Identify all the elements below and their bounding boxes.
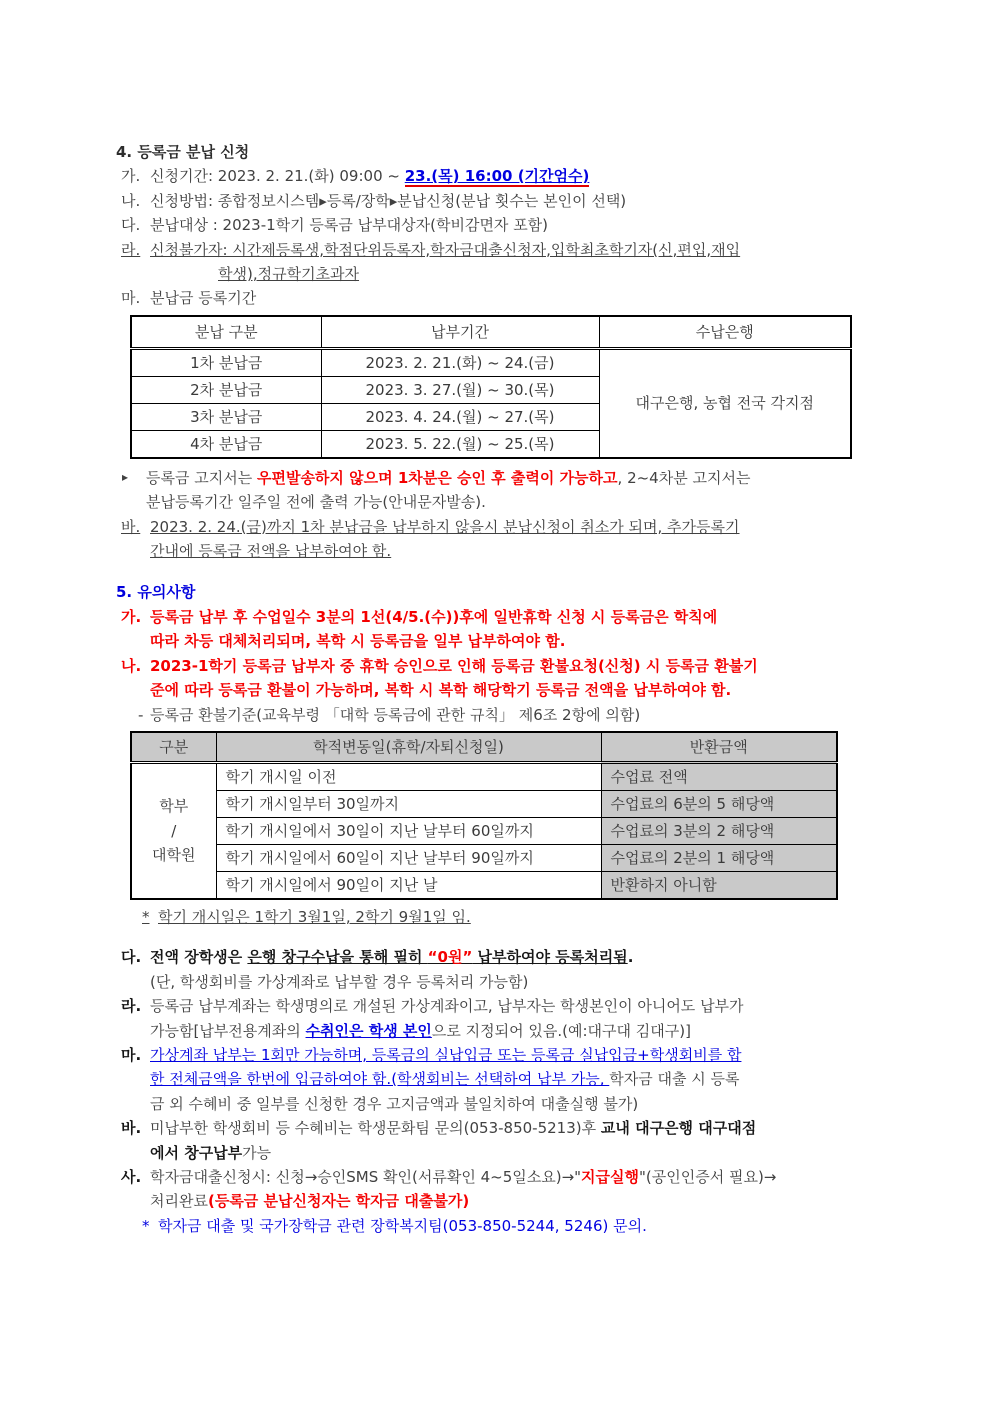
cell-change-date: 학기 개시일에서 60일이 지난 날부터 90일까지 (216, 844, 601, 871)
zero-won-emphasis: “0원” (427, 948, 473, 967)
list-marker: 바. (121, 517, 141, 536)
leave-rule-line2: 따라 차등 대체처리되며, 복학 시 등록금을 일부 납부하여야 함. (150, 632, 566, 651)
table-row (131, 348, 851, 376)
cell-change-date: 학기 개시일 이전 (216, 762, 601, 790)
table-header-row (131, 732, 837, 763)
cell-bank: 대구은행, 농협 전국 각지점 (599, 348, 851, 458)
cancellation-line2: 간내에 등록금 전액을 납부하여야 함. (150, 542, 392, 561)
spacer (116, 929, 888, 945)
item-eligible (116, 213, 888, 237)
bill-notice-pre: 등록금 고지서는 (146, 468, 257, 487)
category-line: 대학원 (152, 846, 196, 865)
student-loan-line1-pre: 학자금대출신청시: 신청→승인SMS 확인(서류확인 4~5일소요)→" (150, 1167, 582, 1186)
cell-installment-period: 2023. 4. 24.(월) ~ 27.(목) (321, 403, 599, 430)
item-student-loan-cont (116, 1189, 888, 1213)
virtual-account-line2-post: 으로 지정되어 있음.(예:대구대 김대구)] (431, 1021, 691, 1040)
refund-criteria-table (130, 731, 838, 900)
cell-refund-amount: 수업료 전액 (601, 762, 837, 790)
item-virtual-account-cont (116, 1019, 888, 1043)
unpaid-fees-line1-pre: 미납부한 학생회비 등 수혜비는 학생문화팀 문의(053-850-5213)후 (150, 1119, 601, 1138)
single-deposit-line1: 가상계좌 납부는 1회만 가능하며, 등록금의 실납입금 또는 등록금 실납입금+학생회비를 합 (150, 1045, 742, 1064)
unpaid-fees-line1-bold: 교내 대구은행 대구대점 (600, 1119, 757, 1138)
item-not-allowed (116, 238, 888, 262)
single-deposit-line2-post: 학자금 대출 시 등록 (609, 1070, 740, 1089)
item-unpaid-fees (116, 1116, 888, 1140)
list-marker: 가. (121, 167, 141, 186)
cell-installment-label: 1차 분납금 (131, 348, 321, 376)
cell-installment-period: 2023. 5. 22.(월) ~ 25.(목) (321, 430, 599, 458)
item-cancellation-cont (116, 539, 888, 563)
header-bank: 수납은행 (599, 316, 851, 349)
cell-refund-amount: 수업료의 6분의 5 해당액 (601, 790, 837, 817)
list-marker: 다. (121, 948, 142, 967)
table-row (131, 844, 837, 871)
list-marker: 다. (121, 216, 141, 235)
student-loan-line2-pre: 처리완료 (150, 1192, 208, 1211)
eligible-text: 분납대상 : 2023-1학기 등록금 납부대상자(학비감면자 포함) (150, 216, 549, 235)
application-method-text: 신청방법: 종합정보시스템▸등록/장학▸분납신청(분납 횟수는 본인이 선택) (150, 191, 627, 210)
cell-installment-period: 2023. 2. 21.(화) ~ 24.(금) (321, 348, 599, 376)
item-single-deposit-cont1 (116, 1067, 888, 1091)
dash-marker: - (138, 705, 144, 724)
full-scholarship-sub-text: (단, 학생회비를 가상계좌로 납부할 경우 등록처리 가능함) (150, 972, 529, 991)
header-refund-amount: 반환금액 (601, 732, 837, 763)
full-scholarship-u2: 납부하여야 등록처리됨 (472, 948, 628, 967)
virtual-account-line2-pre: 가능함[납부전용계좌의 (150, 1021, 306, 1040)
list-marker: 나. (121, 191, 141, 210)
item-virtual-account (116, 994, 888, 1018)
full-scholarship-underlined (247, 948, 627, 966)
asterisk-marker: * (142, 1216, 150, 1235)
semester-start-note-text: 학기 개시일은 1학기 3월1일, 2학기 9월1일 임. (158, 907, 471, 926)
list-marker: 가. (121, 607, 142, 626)
item-cancellation (116, 515, 888, 539)
category-line: 학부 (159, 797, 189, 816)
list-marker: 바. (121, 1119, 142, 1138)
item-refund-rule-cont (116, 678, 888, 702)
cell-category-group (131, 762, 216, 899)
header-payment-period: 납부기간 (321, 316, 599, 349)
item-single-deposit-cont2 (116, 1092, 888, 1116)
not-allowed-line1: 신청불가자: 시간제등록생,학점단위등록자,학자금대출신청자,입학최초학기자(신,편입,재입 (150, 240, 741, 259)
item-student-loan (116, 1165, 888, 1189)
list-marker: 마. (121, 289, 141, 308)
application-deadline: 23.(목) 16:00 (기간엄수) (404, 167, 590, 186)
cell-refund-amount: 수업료의 3분의 2 해당액 (601, 817, 837, 844)
not-allowed-line2: 학생),정규학기초과자 (218, 265, 360, 284)
bullet-triangle-icon: ▸ (122, 469, 129, 484)
full-scholarship-post: . (627, 948, 634, 967)
bill-notice-post: , 2~4차분 고지서는 (617, 468, 751, 487)
loan-execution-emphasis: 지급실행 (581, 1167, 639, 1186)
cell-installment-period: 2023. 3. 27.(월) ~ 30.(목) (321, 376, 599, 403)
header-installment-type: 분납 구분 (131, 316, 321, 349)
item-semester-start-note (116, 905, 888, 929)
item-bill-notice-cont (116, 490, 888, 514)
cell-installment-label: 2차 분납금 (131, 376, 321, 403)
student-loan-line1-mid: "(공인인증서 필요)→ (639, 1167, 777, 1186)
single-deposit-line2-blue: 한 전체금액을 한번에 입금하여야 함.(학생회비는 선택하여 납부 가능, (150, 1070, 610, 1089)
cell-change-date: 학기 개시일에서 30일이 지난 날부터 60일까지 (216, 817, 601, 844)
item-loan-contact-note (116, 1214, 888, 1238)
unpaid-fees-line2-bold: 에서 창구납부 (150, 1143, 243, 1162)
item-leave-rule (116, 605, 888, 629)
cell-refund-amount: 반환하지 아니함 (601, 871, 837, 899)
installment-schedule-table (130, 315, 852, 459)
cell-installment-label: 3차 분납금 (131, 403, 321, 430)
list-marker: 나. (121, 656, 142, 675)
item-unpaid-fees-cont (116, 1141, 888, 1165)
table-header-row (131, 316, 851, 349)
payee-emphasis: 수취인은 학생 본인 (305, 1021, 432, 1040)
loan-restriction-emphasis: (등록금 분납신청자는 학자금 대출불가) (207, 1192, 470, 1211)
virtual-account-line1: 등록금 납부계좌는 학생명의로 개설된 가상계좌이고, 납부자는 학생본인이 아니어도 납부가 (150, 997, 744, 1016)
cell-change-date: 학기 개시일에서 90일이 지난 날 (216, 871, 601, 899)
item-full-scholarship (116, 945, 888, 969)
item-refund-rule (116, 654, 888, 678)
single-deposit-line3: 금 외 수혜비 중 일부를 신청한 경우 고지금액과 불일치하여 대출실행 불가) (150, 1094, 639, 1113)
list-marker: 라. (121, 240, 141, 259)
category-line: / (171, 821, 177, 840)
item-application-method (116, 189, 888, 213)
header-category: 구분 (131, 732, 216, 763)
section4-heading: 4. 등록금 분납 신청 (116, 143, 250, 161)
full-scholarship-u1: 은행 창구수납을 통해 필히 (247, 948, 428, 967)
list-marker: 사. (121, 1167, 142, 1186)
table-row (131, 790, 837, 817)
item-full-scholarship-sub (116, 970, 888, 994)
table-row (131, 762, 837, 790)
asterisk-marker: * (142, 907, 150, 926)
refund-reference-text: 등록금 환불기준(교육부령 「대학 등록금에 관한 규칙」 제6조 2항에 의함) (150, 705, 641, 724)
cell-refund-amount: 수업료의 2분의 1 해당액 (601, 844, 837, 871)
table-row (131, 817, 837, 844)
item-installment-period (116, 286, 888, 310)
leave-rule-line1: 등록금 납부 후 수업일수 3분의 1선(4/5.(수))후에 일반휴학 신청 시 등록금은 학칙에 (150, 607, 718, 626)
bill-notice-emphasis: 우편발송하지 않으며 1차분은 승인 후 출력이 가능하고 (256, 468, 618, 487)
header-change-date: 학적변동일(휴학/자퇴신청일) (216, 732, 601, 763)
refund-rule-line1: 2023-1학기 등록금 납부자 중 휴학 승인으로 인해 등록금 환불요청(신청) 시 등록금 환불기 (150, 656, 758, 675)
loan-contact-note-text: 학자금 대출 및 국가장학금 관련 장학복지팀(053-850-5244, 5246) 문의. (158, 1216, 647, 1235)
bill-notice-line2: 분납등록기간 일주일 전에 출력 가능(안내문자발송). (146, 493, 486, 512)
item-single-deposit (116, 1043, 888, 1067)
list-marker: 마. (121, 1045, 142, 1064)
cell-change-date: 학기 개시일부터 30일까지 (216, 790, 601, 817)
section5-heading: 5. 유의사항 (116, 583, 196, 602)
item-refund-reference (116, 703, 888, 727)
full-scholarship-pre: 전액 장학생은 (150, 948, 248, 967)
refund-rule-line2: 준에 따라 등록금 환불이 가능하며, 복학 시 복학 해당학기 등록금 전액을 납부하여야 함. (150, 681, 732, 700)
table-row (131, 871, 837, 899)
list-marker: 라. (121, 997, 142, 1016)
item-not-allowed-cont (116, 262, 888, 286)
item-application-period (116, 164, 888, 188)
application-period-text: 신청기간: 2023. 2. 21.(화) 09:00 ~ (150, 167, 405, 186)
item-leave-rule-cont (116, 629, 888, 653)
item-bill-notice (116, 466, 888, 490)
cell-installment-label: 4차 분납금 (131, 430, 321, 458)
cancellation-line1: 2023. 2. 24.(금)까지 1차 분납금을 납부하지 않을시 분납신청이 취소가 되며, 추가등록기 (150, 517, 740, 536)
installment-period-text: 분납금 등록기간 (150, 289, 257, 308)
unpaid-fees-line2-post: 가능 (242, 1143, 272, 1162)
